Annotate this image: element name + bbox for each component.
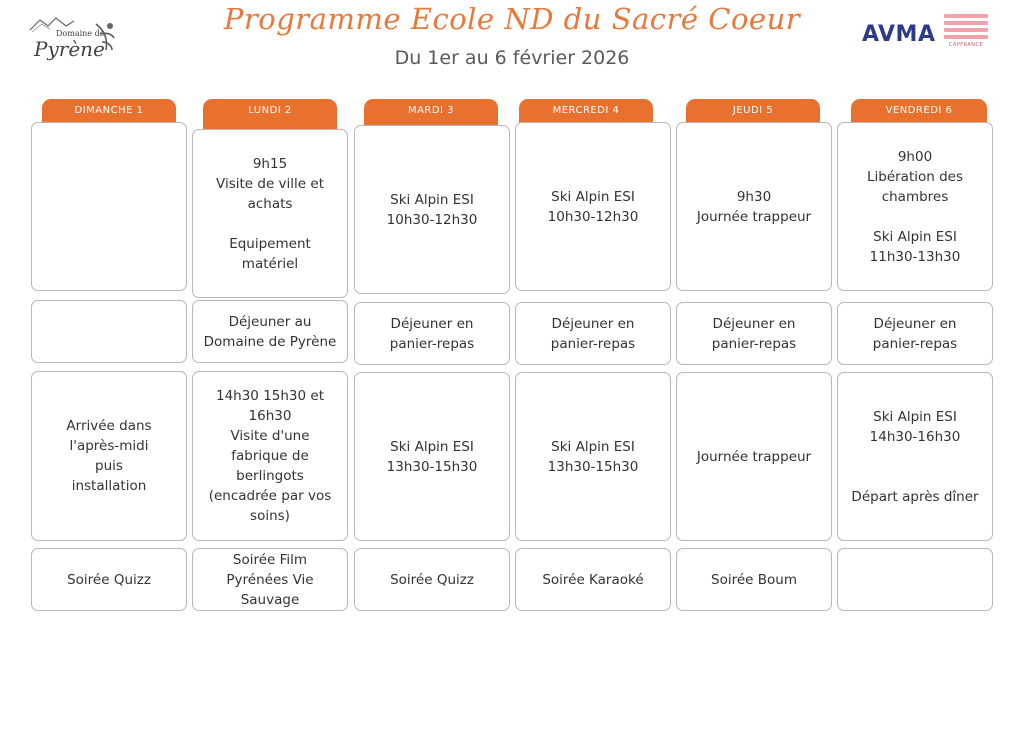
- activity-line: berlingots: [236, 468, 304, 484]
- evening-cell: [354, 548, 510, 611]
- morning-cell: [676, 122, 832, 291]
- activity-line: panier-repas: [711, 335, 797, 352]
- day-header: VENDREDI 6: [851, 99, 987, 125]
- activity-line: l'après-midi: [69, 438, 149, 454]
- activity-line: Pyrénées Vie: [226, 571, 314, 588]
- activity-line: panier-repas: [550, 335, 636, 352]
- activity-line: Soirée Karaoké: [542, 571, 644, 588]
- afternoon-cell: [31, 371, 187, 541]
- lunch-cell: [354, 302, 510, 365]
- activity-line: Soirée Quizz: [390, 571, 474, 588]
- evening-cell: [676, 548, 832, 611]
- activity-line: matériel: [241, 255, 299, 272]
- activity-line: 11h30-13h30: [869, 248, 961, 265]
- activity-line: Soirée Quizz: [67, 571, 151, 588]
- lunch-cell: [31, 300, 187, 363]
- activity-line: (encadrée par vos: [208, 488, 332, 504]
- afternoon-cell: [354, 372, 510, 541]
- activity-line: Déjeuner en: [390, 315, 474, 332]
- activity-line: Ski Alpin ESI: [551, 188, 635, 205]
- activity-line: panier-repas: [389, 335, 475, 352]
- page-title: Programme Ecole ND du Sacré Coeur: [223, 2, 801, 36]
- morning-cell: [837, 122, 993, 291]
- activity-line: Sauvage: [240, 591, 300, 608]
- activity-line: 14h30 15h30 et: [215, 388, 324, 404]
- activity-line: chambres: [881, 188, 949, 205]
- afternoon-cell: [676, 372, 832, 541]
- activity-line: Domaine de Pyrène: [203, 333, 337, 350]
- activity-line: 9h15: [252, 155, 288, 172]
- activity-line: Déjeuner en: [873, 315, 957, 332]
- logo-stripe: [944, 14, 988, 18]
- svg-text:Domaine de: Domaine de: [56, 29, 105, 38]
- activity-line: 16h30: [248, 408, 292, 424]
- afternoon-cell: [192, 371, 348, 541]
- activity-line: Journée trappeur: [696, 208, 812, 225]
- activity-line: Ski Alpin ESI: [390, 438, 474, 455]
- activity-line: Arrivée dans: [66, 418, 152, 434]
- avma-logo-text: AVMA: [862, 22, 936, 47]
- activity-line: Journée trappeur: [696, 448, 812, 465]
- activity-line: Ski Alpin ESI: [551, 438, 635, 455]
- activity-line: 13h30-15h30: [547, 458, 639, 475]
- activity-line: installation: [71, 478, 147, 494]
- logo-stripe: [944, 21, 988, 25]
- activity-line: 10h30-12h30: [386, 211, 478, 228]
- activity-line: achats: [247, 195, 293, 212]
- lunch-cell: [837, 302, 993, 365]
- day-header: LUNDI 2: [203, 99, 337, 129]
- activity-line: 9h00: [897, 148, 933, 165]
- activity-line: Libération des: [866, 168, 964, 185]
- activity-line: puis: [95, 458, 123, 474]
- activity-line: 9h30: [736, 188, 772, 205]
- activity-line: panier-repas: [872, 335, 958, 352]
- capfrance-logo: [944, 14, 988, 54]
- morning-cell: [354, 125, 510, 294]
- activity-line: Equipement: [229, 235, 311, 252]
- evening-cell: [837, 548, 993, 611]
- activity-line: Déjeuner au: [228, 313, 312, 330]
- evening-cell: [515, 548, 671, 611]
- activity-line: Visite de ville et: [216, 175, 324, 192]
- activity-line: fabrique de: [231, 448, 309, 464]
- capfrance-caption: CAPFRANCE: [948, 42, 984, 48]
- lunch-cell: [676, 302, 832, 365]
- morning-cell: [515, 122, 671, 291]
- afternoon-cell: [837, 372, 993, 541]
- activity-line: 13h30-15h30: [386, 458, 478, 475]
- activity-line: Ski Alpin ESI: [873, 228, 957, 245]
- day-header: MARDI 3: [364, 99, 498, 125]
- evening-cell: [31, 548, 187, 611]
- afternoon-cell: [515, 372, 671, 541]
- activity-line: 10h30-12h30: [547, 208, 639, 225]
- page-subtitle: Du 1er au 6 février 2026: [394, 47, 630, 69]
- activity-line: 14h30-16h30: [869, 428, 961, 445]
- day-header: JEUDI 5: [686, 99, 820, 125]
- lunch-cell: [192, 300, 348, 363]
- activity-line: Déjeuner en: [712, 315, 796, 332]
- activity-line: soins): [250, 508, 290, 524]
- lunch-cell: [515, 302, 671, 365]
- logo-stripe: [944, 35, 988, 39]
- day-header: DIMANCHE 1: [42, 99, 176, 125]
- activity-line: Soirée Boum: [711, 571, 797, 588]
- activity-line: Départ après dîner: [851, 488, 979, 505]
- activity-line: Déjeuner en: [551, 315, 635, 332]
- activity-line: Soirée Film: [232, 551, 308, 568]
- morning-cell: [192, 129, 348, 298]
- day-header: MERCREDI 4: [519, 99, 653, 125]
- activity-line: Ski Alpin ESI: [873, 408, 957, 425]
- logo-stripe: [944, 28, 988, 32]
- morning-cell: [31, 122, 187, 291]
- activity-line: Ski Alpin ESI: [390, 191, 474, 208]
- svg-text:Pyrène: Pyrène: [34, 37, 105, 61]
- evening-cell: [192, 548, 348, 611]
- avma-logo: [862, 22, 935, 47]
- activity-line: Visite d'une: [230, 428, 310, 444]
